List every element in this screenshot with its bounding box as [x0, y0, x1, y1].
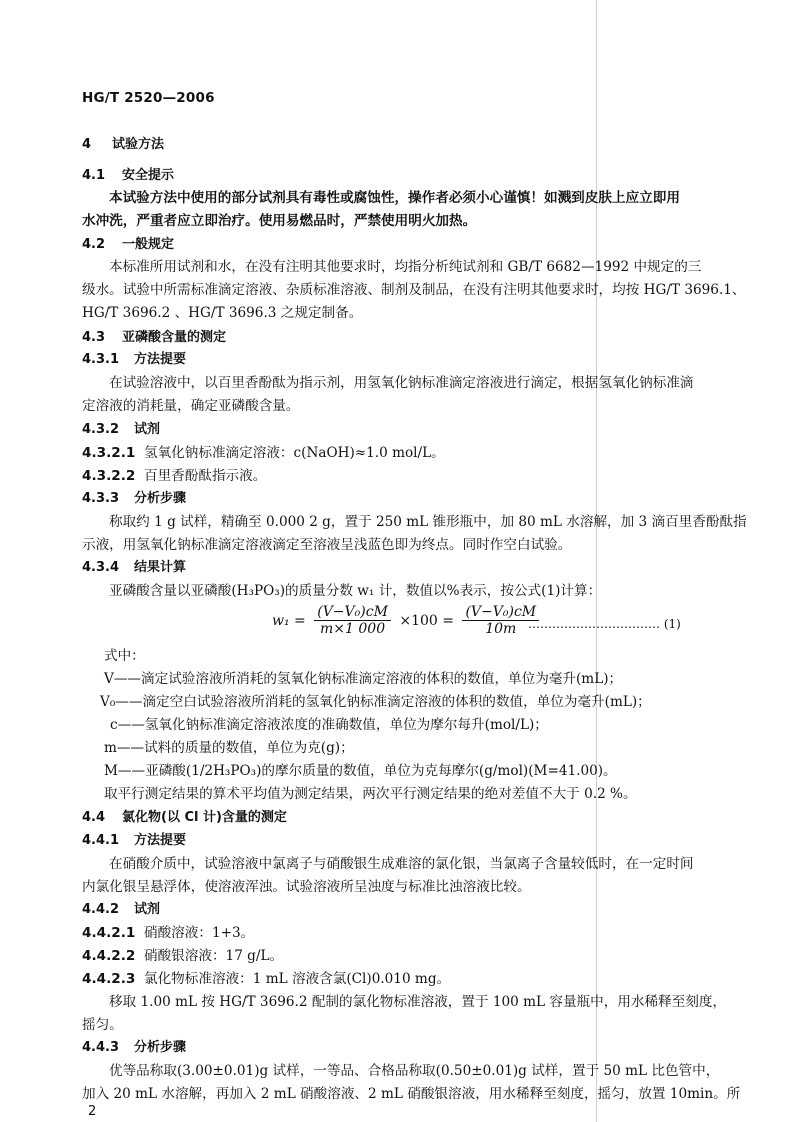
calc-intro-text: 亚磷酸含量以亚磷酸(H₃PO₃)的质量分数 w₁ 计，数值以%表示，按公式(1)计算： — [109, 583, 602, 599]
method-text-line-1: 在试验溶液中，以百里香酚酞为指示剂，用氢氧化钠标准滴定溶液进行滴定，根据氢氧化钠标准滴 — [109, 375, 694, 391]
reagent-4-4-2-3: 4.4.2.3 氯化物标准溶液：1 mL 溶液含氯(Cl)0.010 mg。 — [82, 971, 451, 987]
procedure-text-line-1: 称取约 1 g 试样，精确至 0.000 2 g，置于 250 mL 锥形瓶中，加 80 mL 水溶解，加 3 滴百里香酚酞指 — [109, 514, 747, 530]
procedure-text-line-2: 示液，用氢氧化钠标准滴定溶液滴定至溶液呈浅蓝色即为终点。同时作空白试验。 — [82, 537, 572, 553]
section-heading-4-3-1: 4.3.1 方法提要 — [82, 352, 187, 367]
reagent-4-3-2-2: 4.3.2.2 百里香酚酞指示液。 — [82, 468, 267, 484]
chloride-method-line-1: 在硝酸介质中，试验溶液中氯离子与硝酸银生成难溶的氯化银，当氯离子含量较低时，在一定时间 — [109, 856, 694, 872]
safety-text-line-1: 本试验方法中使用的部分试剂具有毒性或腐蚀性，操作者必须小心谨慎！如溅到皮肤上应立即用 — [109, 190, 680, 206]
chloride-procedure-line-2: 加入 20 mL 水溶解，再加入 2 mL 硝酸溶液、2 mL 硝酸银溶液，用水稀释至刻度，摇匀，放置 10min。所 — [82, 1086, 741, 1102]
section-heading-4-3-4: 4.3.4 结果计算 — [82, 560, 187, 575]
result-note: 取平行测定结果的算术平均值为测定结果，两次平行测定结果的绝对差值不大于 0.2 %。 — [104, 786, 637, 802]
section-heading-4-3: 4.3 亚磷酸含量的测定 — [82, 330, 227, 345]
reagent-4-4-2-1: 4.4.2.1 硝酸溶液：1+3。 — [82, 925, 255, 941]
section-heading-4-4-3: 4.4.3 分析步骤 — [82, 1040, 187, 1055]
general-text-line-2: 级水。试验中所需标准滴定溶液、杂质标准溶液、制剂及制品，在没有注明其他要求时，均按 HG/T 3696.1、 — [82, 282, 746, 298]
chloride-method-line-2: 内氯化银呈悬浮体，使溶液浑浊。试验溶液所呈浊度与标准比浊溶液比较。 — [82, 879, 531, 895]
reagent-4-3-2-1: 4.3.2.1 氢氧化钠标准滴定溶液：c(NaOH)≈1.0 mol/L。 — [82, 445, 445, 461]
formula-numerator-2: (V−V₀)cM — [462, 604, 539, 621]
section-heading-4-4: 4.4 氯化物(以 Cl 计)含量的测定 — [82, 810, 287, 825]
formula-denominator-2: 10m — [485, 621, 517, 637]
document-number: HG/T 2520—2006 — [82, 90, 215, 106]
section-heading-4-4-2: 4.4.2 试剂 — [82, 902, 161, 917]
standard-prep-line-1: 移取 1.00 mL 按 HG/T 3696.2 配制的氯化物标准溶液，置于 100 mL 容量瓶中，用水稀释至刻度， — [109, 994, 727, 1010]
formula-lhs: w₁ = — [272, 612, 306, 629]
where-label: 式中： — [104, 648, 145, 664]
variable-V0: V₀——滴定空白试验溶液所消耗的氢氧化钠标准滴定溶液的体积的数值，单位为毫升(mL)； — [100, 694, 651, 710]
section-heading-4-1: 4.1 安全提示 — [82, 168, 175, 183]
safety-text-line-2: 水冲洗，严重者应立即治疗。使用易燃品时，严禁使用明火加热。 — [82, 213, 477, 229]
scan-fold-line — [596, 0, 597, 1122]
section-heading-4-3-2: 4.3.2 试剂 — [82, 422, 161, 437]
variable-M: M——亚磷酸(1/2H₃PO₃)的摩尔质量的数值，单位为克每摩尔(g/mol)(M=41.00)。 — [104, 763, 617, 779]
formula-times-100: ×100 = — [399, 612, 454, 629]
page-number: 2 — [88, 1104, 97, 1119]
formula-fraction-1 — [314, 604, 391, 637]
formula-1 — [272, 604, 543, 637]
section-heading-4: 4 试验方法 — [82, 137, 165, 152]
standard-prep-line-2: 摇匀。 — [82, 1017, 123, 1033]
section-heading-4-2: 4.2 一般规定 — [82, 237, 175, 252]
formula-numerator-1: (V−V₀)cM — [314, 604, 391, 621]
variable-m: m——试料的质量的数值，单位为克(g)； — [104, 740, 354, 756]
general-text-line-3: HG/T 3696.2 、HG/T 3696.3 之规定制备。 — [82, 305, 363, 321]
method-text-line-2: 定溶液的消耗量，确定亚磷酸含量。 — [82, 398, 300, 414]
section-heading-4-3-3: 4.3.3 分析步骤 — [82, 491, 187, 506]
general-text-line-1: 本标准所用试剂和水，在没有注明其他要求时，均指分析纯试剂和 GB/T 6682—1992 中规定的三 — [109, 259, 702, 275]
reagent-4-4-2-2: 4.4.2.2 硝酸银溶液：17 g/L。 — [82, 948, 284, 964]
chloride-procedure-line-1: 优等品称取(3.00±0.01)g 试样，一等品、合格品称取(0.50±0.01)g 试样，置于 50 mL 比色管中， — [109, 1063, 720, 1079]
formula-number: …………………………… (1) — [528, 617, 681, 631]
variable-V: V——滴定试验溶液所消耗的氢氧化钠标准滴定溶液的体积的数值，单位为毫升(mL)； — [104, 671, 623, 687]
variable-c: c——氢氧化钠标准滴定溶液浓度的准确数值，单位为摩尔每升(mol/L)； — [110, 717, 548, 733]
section-heading-4-4-1: 4.4.1 方法提要 — [82, 833, 187, 848]
formula-denominator-1: m×1 000 — [320, 621, 386, 637]
